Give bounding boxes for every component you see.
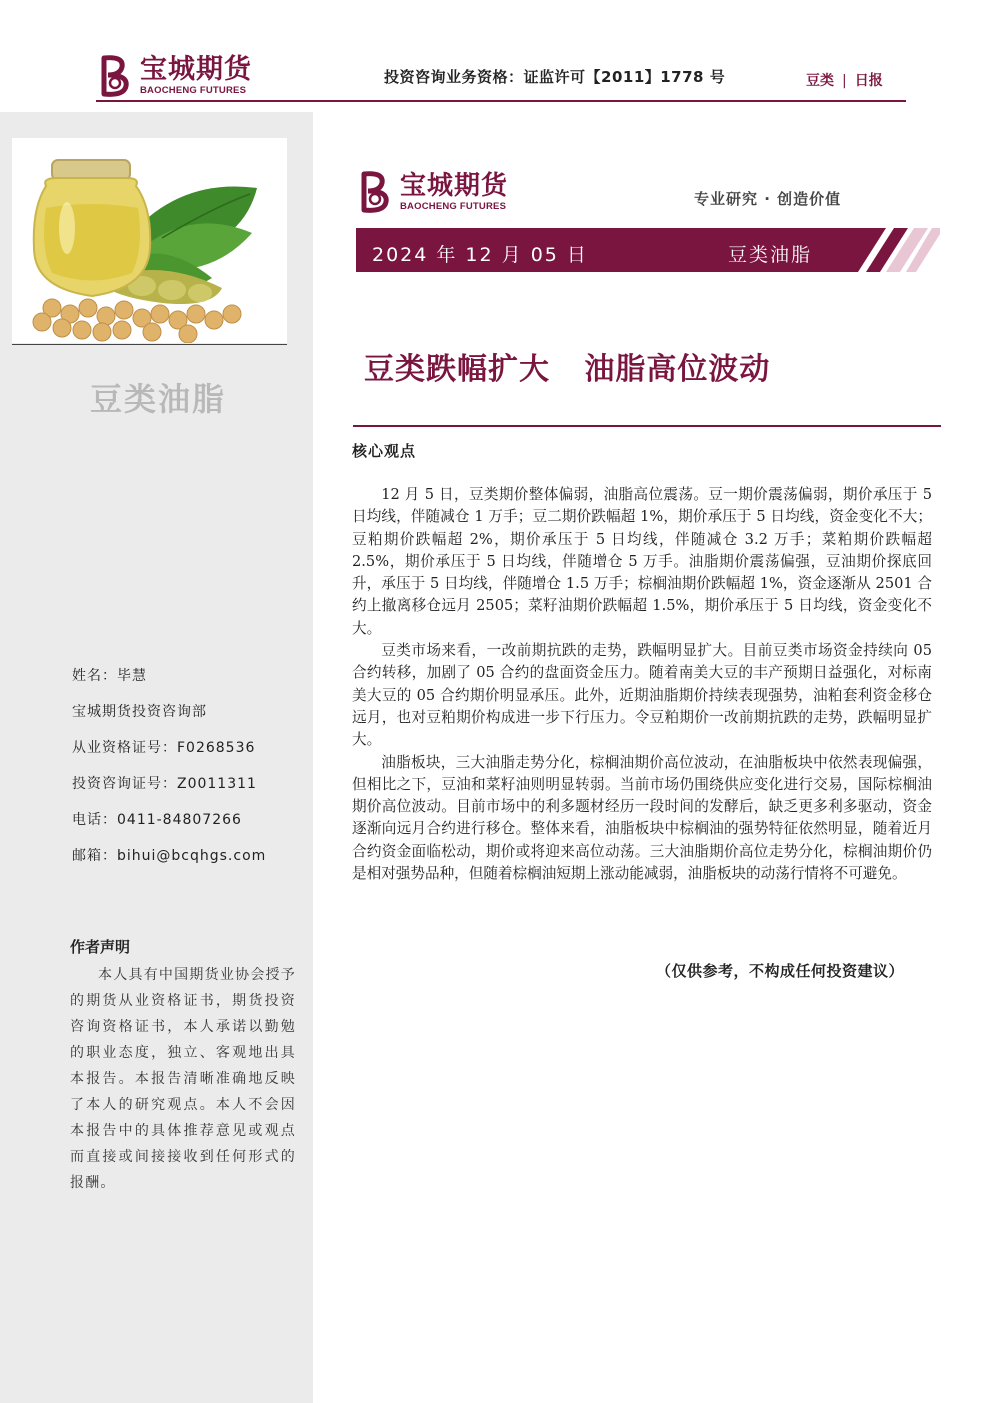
logo-chinese: 宝城期货 xyxy=(140,54,252,86)
logo-english: BAOCHENG FUTURES xyxy=(140,85,247,97)
statement-body: 本人具有中国期货业协会授予的期货从业资格证书，期货投资咨询资格证书，本人承诺以勤勉的职业态度，独立、客观地出具本报告。本报告清晰准确地反映了本人的研究观点。本人不会因本报告中的具体推荐意见或观点而直接或间接接收到任何形式的报酬。 xyxy=(70,967,296,1191)
author-name: 姓名：毕慧 xyxy=(72,668,147,684)
report-headline: 豆类跌幅扩大 油脂高位波动 xyxy=(364,352,771,387)
author-email: 邮箱：bihui@bcqhgs.com xyxy=(72,848,267,864)
disclaimer: （仅供参考，不构成任何投资建议） xyxy=(656,962,905,980)
date-banner xyxy=(356,228,940,272)
headline-divider xyxy=(353,425,941,427)
author-phone: 电话：0411-84807266 xyxy=(72,812,242,828)
report-tags xyxy=(806,70,883,90)
sidebar-title: 豆类油脂 xyxy=(90,380,227,418)
license-text: 投资咨询业务资格：证监许可【2011】1778 号 xyxy=(384,68,726,86)
tag-type: 日报 xyxy=(854,73,883,89)
paragraph-market-summary: 12 月 5 日，豆类期价整体偏弱，油脂高位震荡。豆一期价震荡偏弱，期价承压于 5 日均线，伴随减仓 1 万手；豆二期价跌幅超 1%，期价承压于 5 日均线，资金变化不大；豆粕期价跌幅超 2%，期价承压于 5 日均线，伴随减仓 3.2 万手；菜粕期价跌幅超 2.5%，期价承压于 5 日均线，伴随增仓 5 万手。油脂期价震荡偏强，豆油期价探底回升，承压于 5 日均线，伴随增仓 1.5 万手；棕榈油期价跌幅超 1%，资金逐渐从 2501 合约上撤离移仓远月 2505；菜籽油期价跌幅超 1.5%，期价承压于 5 日均线，资金变化不大。 xyxy=(352,486,932,637)
statement-title: 作者声明 xyxy=(70,938,131,956)
paragraph-soybean: 豆类市场来看，一改前期抗跌的走势，跌幅明显扩大。目前豆类市场资金持续向 05 合约转移，加剧了 05 合约的盘面资金压力。随着南美大豆的丰产预期日益强化，对标南美大豆的 05 合约期价明显承压。此外，近期油脂期价持续表现强势，油粕套利资金移仓远月，也对豆粕期价构成进一步下行压力。令豆粕期价一改前期抗跌的走势，跌幅明显扩大。 xyxy=(352,642,932,749)
logo-chinese: 宝城期货 xyxy=(400,170,509,201)
author-consult-no: 投资咨询证号：Z0011311 xyxy=(72,776,257,792)
logo-english: BAOCHENG FUTURES xyxy=(400,200,507,212)
slogan: 专业研究 · 创造价值 xyxy=(694,190,842,208)
report-logo xyxy=(356,170,508,214)
brand-mark-icon xyxy=(96,54,136,98)
report-body xyxy=(352,484,932,885)
image-divider xyxy=(12,344,287,345)
report-date: 2024 年 12 月 05 日 xyxy=(372,244,588,266)
brand-mark-icon xyxy=(356,170,396,214)
header-divider xyxy=(96,100,906,102)
paragraph-oils: 油脂板块，三大油脂走势分化，棕榈油期价高位波动，在油脂板块中依然表现偏强，但相比之下，豆油和菜籽油则明显转弱。当前市场仍围绕供应变化进行交易，国际棕榈油期价高位波动。目前市场中的利多题材经历一段时间的发酵后，缺乏更多利多驱动，资金逐渐向远月合约进行移仓。整体来看，油脂板块中棕榈油的强势特征依然明显，随着近月合约资金面临松动，期价或将迎来高位动荡。三大油脂期价高位走势分化，棕榈油期价仍是相对强势品种，但随着棕榈油短期上涨动能减弱，油脂板块的动荡行情将不可避免。 xyxy=(352,753,932,883)
page-header xyxy=(0,0,992,112)
report-category: 豆类油脂 xyxy=(728,244,813,266)
tag-separator: | xyxy=(842,73,847,89)
core-view-label: 核心观点 xyxy=(352,442,417,460)
author-qualification-no: 从业资格证号：F0268536 xyxy=(72,740,256,756)
author-department: 宝城期货投资咨询部 xyxy=(72,704,207,720)
cover-image xyxy=(12,138,287,343)
header-logo xyxy=(96,54,252,98)
author-info xyxy=(72,666,266,882)
tag-category: 豆类 xyxy=(806,73,834,89)
